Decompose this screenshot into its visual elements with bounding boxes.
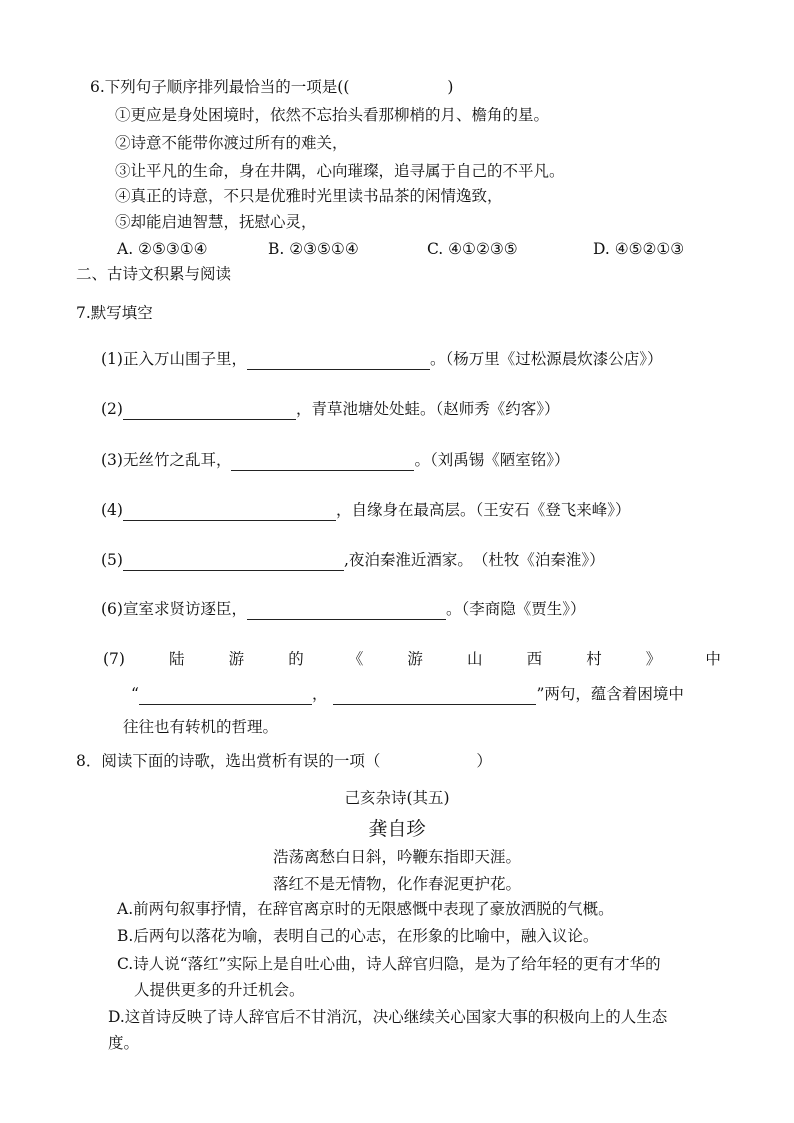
q7-item-7-word: 游 bbox=[407, 650, 423, 668]
q7-item-7-word: (7) bbox=[103, 650, 125, 668]
q7-item-3-blank bbox=[231, 454, 414, 471]
q7-item-7-close: ”两句，蕴含着困境中 bbox=[536, 685, 684, 703]
q7-item-2-before: (2) bbox=[101, 400, 123, 418]
q6-sentence-4: ④真正的诗意，不只是优雅时光里读书品茶的闲情逸致， bbox=[115, 187, 503, 205]
q7-item-5-blank bbox=[123, 554, 344, 571]
q7-item-7-line-1 bbox=[103, 648, 721, 670]
q7-item-1-after: 。（杨万里《过松源晨炊漆公店》） bbox=[429, 350, 663, 368]
q7-item-7-open-quote: “ bbox=[131, 685, 139, 703]
poem-title: 己亥杂诗(其五) bbox=[344, 789, 450, 807]
q7-item-6-before: (6)宣室求贤访逐臣， bbox=[101, 600, 247, 618]
q7-item-7-word: 《 bbox=[347, 650, 364, 668]
q7-item-7-comma: ， bbox=[311, 685, 328, 703]
q7-item-5-before: (5) bbox=[101, 551, 123, 569]
q7-item-7-word: 山 bbox=[467, 650, 483, 668]
q7-item-4-before: (4) bbox=[101, 501, 123, 519]
q8-option-d: D.这首诗反映了诗人辞官后不甘消沉，决心继续关心国家大事的积极向上的人生态 bbox=[108, 1008, 668, 1026]
section-2-title: 二、古诗文积累与阅读 bbox=[76, 265, 232, 283]
q7-item-5 bbox=[101, 549, 605, 571]
q7-item-7-line-3: 往往也有转机的哲理。 bbox=[123, 718, 279, 736]
q7-item-4-blank bbox=[123, 504, 336, 521]
q7-item-3-before: (3)无丝竹之乱耳， bbox=[101, 451, 232, 469]
poem-line-2: 落红不是无情物，化作春泥更护花。 bbox=[272, 875, 521, 893]
q7-item-4-after: ，自缘身在最高层。（王安石《登飞来峰》） bbox=[335, 501, 631, 519]
q7-item-7-word: 的 bbox=[288, 650, 304, 668]
q8-stem-prefix: 8．阅读下面的诗歌，选出赏析有误的一项（ bbox=[76, 752, 381, 770]
q7-item-3-after: 。（刘禹锡《陋室铭》） bbox=[414, 451, 570, 469]
q6-option-d: D. ④⑤②①③ bbox=[593, 240, 685, 258]
q8-option-b: B.后两句以落花为喻，表明自己的心志，在形象的比喻中，融入议论。 bbox=[117, 927, 599, 945]
q7-item-6-blank bbox=[247, 603, 446, 620]
q6-stem-suffix: ) bbox=[447, 78, 454, 96]
q7-item-2 bbox=[101, 398, 559, 420]
poem-line-1: 浩荡离愁白日斜，吟鞭东指即天涯。 bbox=[272, 848, 521, 866]
q7-item-7-word: 陆 bbox=[169, 650, 185, 668]
q7-item-7-word: 》 bbox=[645, 650, 662, 668]
q8-stem-suffix: ） bbox=[476, 752, 492, 770]
q6-option-c: C. ④①②③⑤ bbox=[427, 240, 518, 258]
q7-item-2-blank bbox=[123, 403, 296, 420]
q7-item-7-word: 西 bbox=[526, 650, 543, 668]
q7-item-7-word: 中 bbox=[705, 650, 721, 668]
q6-sentence-5: ⑤却能启迪智慧，抚慰心灵， bbox=[115, 213, 317, 231]
q7-item-4 bbox=[101, 499, 630, 521]
q6-sentence-3: ③让平凡的生命，身在井隅，心向璀璨，追寻属于自己的不平凡。 bbox=[115, 162, 565, 180]
q7-item-1-before: (1)正入万山围子里， bbox=[101, 350, 247, 368]
q8-option-c: C.诗人说“落红”实际上是自吐心曲，诗人辞官归隐，是为了给年轻的更有才华的 bbox=[117, 955, 661, 973]
q7-item-2-after: ，青草池塘处处蛙。（赵师秀《约客》） bbox=[295, 400, 560, 418]
q6-stem bbox=[90, 76, 453, 98]
q8-option-d-cont: 度。 bbox=[108, 1034, 140, 1052]
q8-option-a: A.前两句叙事抒情，在辞官离京时的无限感慨中表现了豪放洒脱的气概。 bbox=[117, 900, 614, 918]
q7-item-1 bbox=[101, 348, 662, 370]
q6-option-a: A. ②⑤③①④ bbox=[117, 240, 208, 258]
q7-item-7-blank-2 bbox=[333, 688, 536, 705]
q7-item-7-word: 游 bbox=[228, 650, 245, 668]
q8-stem bbox=[76, 750, 492, 772]
q6-sentence-1: ①更应是身处困境时，依然不忘抬头看那柳梢的月、檐角的星。 bbox=[115, 106, 550, 124]
q6-stem-prefix: 6.下列句子顺序排列最恰当的一项是(( bbox=[90, 78, 350, 96]
q7-item-6 bbox=[101, 598, 585, 620]
q7-title: 7.默写填空 bbox=[76, 304, 153, 322]
q6-sentence-2: ②诗意不能带你渡过所有的难关， bbox=[115, 134, 348, 152]
poem-author: 龚自珍 bbox=[368, 818, 426, 840]
q7-item-5-after: ,夜泊秦淮近酒家。 （杜牧《泊秦淮》） bbox=[343, 551, 605, 569]
q7-item-1-blank bbox=[247, 353, 430, 370]
q7-item-6-after: 。（李商隐《贾生》） bbox=[445, 600, 586, 618]
q6-option-b: B. ②③⑤①④ bbox=[268, 240, 359, 258]
q7-item-3 bbox=[101, 449, 569, 471]
q7-item-7-line-2 bbox=[131, 683, 684, 705]
q7-item-7-blank-1 bbox=[139, 688, 312, 705]
q8-option-c-cont: 人提供更多的升迁机会。 bbox=[134, 981, 305, 999]
q7-item-7-word: 村 bbox=[586, 650, 602, 668]
